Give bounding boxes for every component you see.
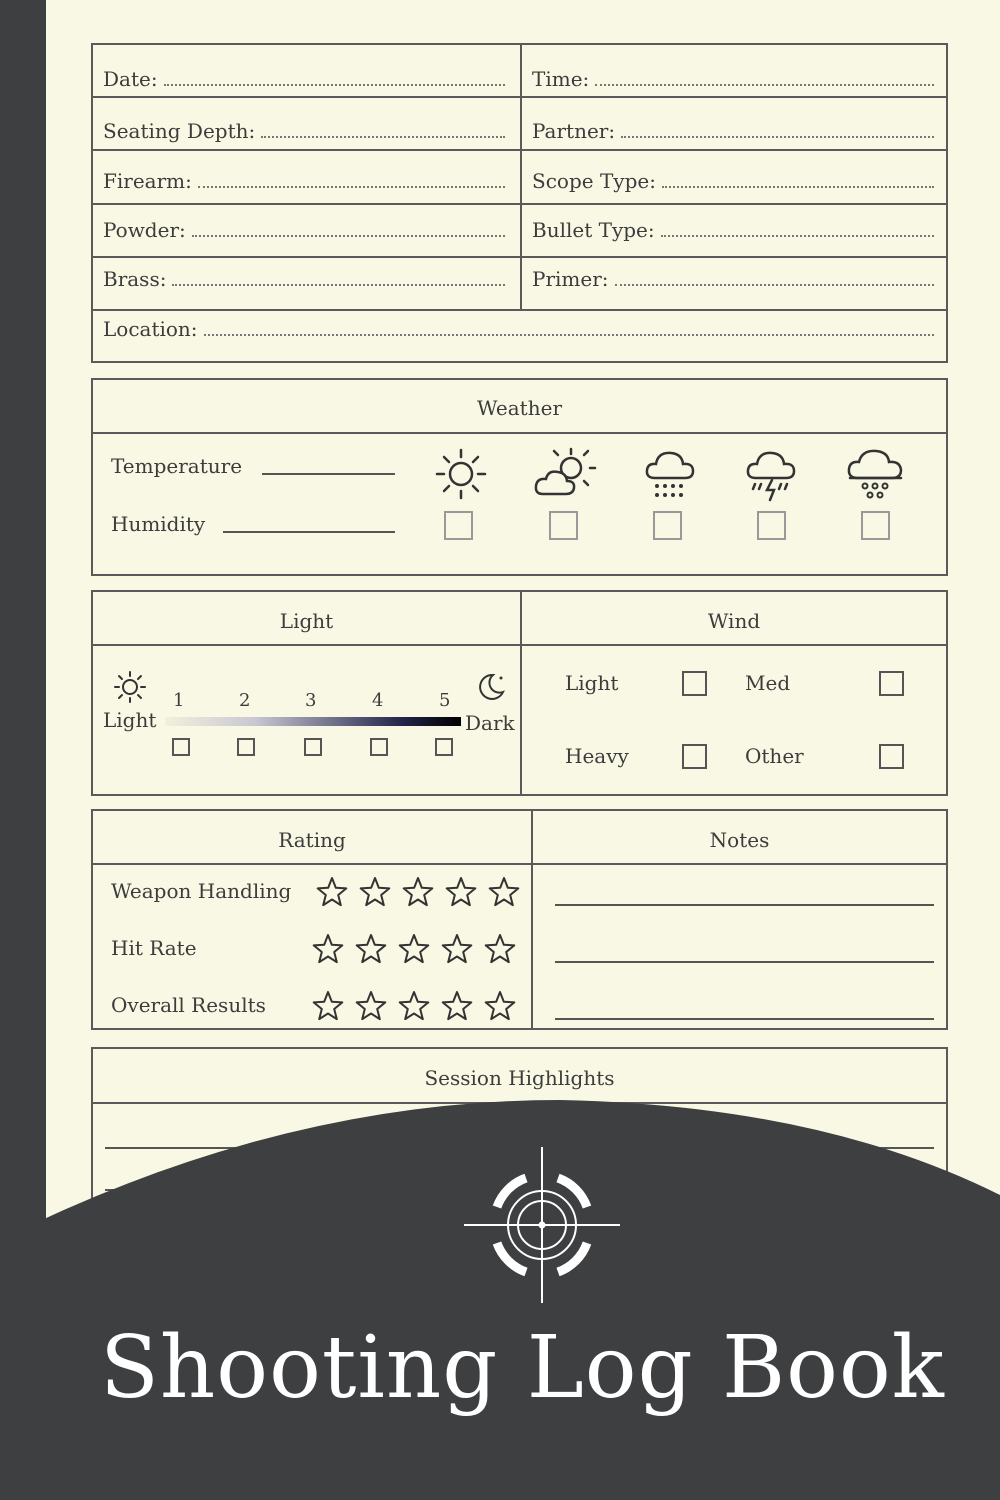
hit-rate-label: Hit Rate [111,936,197,960]
brass-label: Brass: [103,267,167,291]
light-level-label: 3 [305,690,317,711]
light-level-label: 2 [239,690,251,711]
scope-type-label: Scope Type: [532,169,656,193]
wind-light-label: Light [565,671,619,695]
weapon-handling-label: Weapon Handling [111,879,292,903]
light-level-label: 5 [439,690,451,711]
light-title: Light [279,609,334,633]
date-label: Date: [103,67,158,91]
light-scale-light-label: Light [103,708,157,732]
light-level-label: 4 [372,690,384,711]
wind-heavy-label: Heavy [565,744,629,768]
crosshair-target-icon [462,1145,622,1305]
light-scale-dark-label: Dark [465,711,515,735]
location-label: Location: [103,317,198,341]
firearm-label: Firearm: [103,169,192,193]
wind-med-label: Med [745,671,791,695]
notes-title: Notes [709,828,770,852]
powder-label: Powder: [103,218,186,242]
overall-results-label: Overall Results [111,993,266,1017]
wind-other-label: Other [745,744,804,768]
humidity-label: Humidity [111,512,206,536]
weather-title: Weather [477,396,562,420]
bullet-type-label: Bullet Type: [532,218,655,242]
temperature-label: Temperature [111,454,243,478]
book-title: Shooting Log Book [100,1318,945,1418]
primer-label: Primer: [532,267,609,291]
wind-title: Wind [707,609,761,633]
light-level-label: 1 [173,690,185,711]
rating-title: Rating [278,828,346,852]
session-highlights-title: Session Highlights [424,1066,615,1090]
time-label: Time: [532,67,590,91]
partner-label: Partner: [532,119,616,143]
seating-depth-label: Seating Depth: [103,119,256,143]
